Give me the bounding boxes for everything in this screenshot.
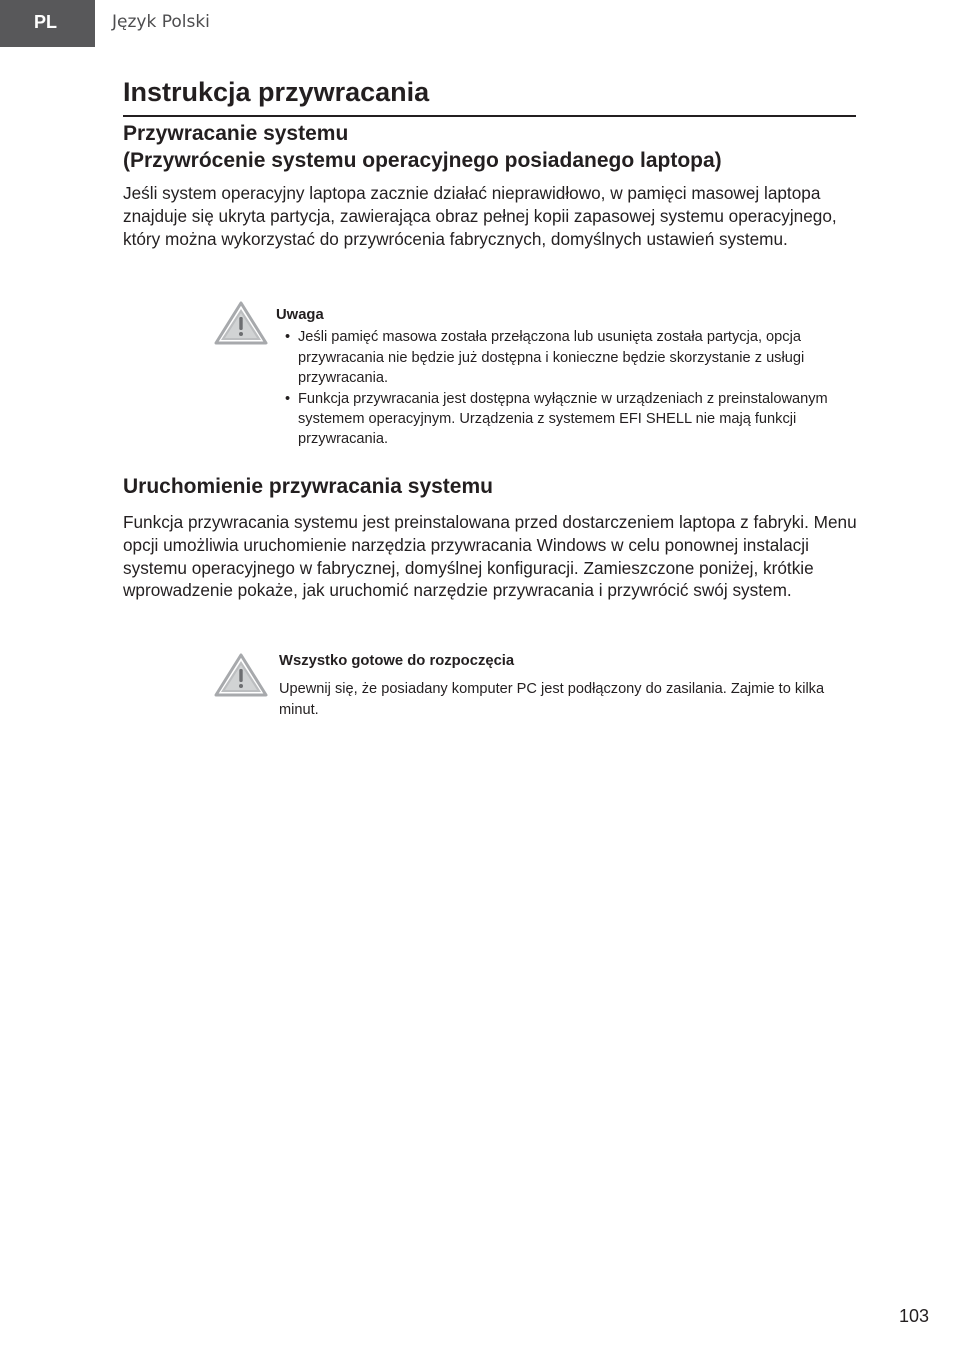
section2-body: Funkcja przywracania systemu jest preinstalowana przed dostarczeniem laptopa z fabryki. Menu opcji umożliwia uruchomienie narzędzia przywracania Windows w celu ponownej instalacji systemu operacyjnego w fabrycznej, domyślnej konfiguracji. Zamieszczone poniżej, krótkie wprowadzenie pokaże, jak uruchomić narzędzie przywracania i przywrócić swój system. xyxy=(123,512,857,601)
page-title: Instrukcja przywracania xyxy=(123,77,430,107)
note-title: Wszystko gotowe do rozpoczęcia xyxy=(279,653,515,669)
section1-body: Jeśli system operacyjny laptopa zacznie działać nieprawidłowo, w pamięci masowej laptopa znajduje się ukryta partycja, zawierająca obraz pełnej kopii zapasowej systemu operacyjnego, który można wykorzystać do przywrócenia fabrycznych, domyślnych ustawień systemu. xyxy=(123,183,837,249)
warning-triangle-icon xyxy=(214,652,268,698)
note-item-text: Jeśli pamięć masowa została przełączona lub usunięta została partycja, opcja przywracania nie będzie już dostępna i konieczne będzie skorzystanie z usługi przywracania. xyxy=(298,329,805,387)
language-name: Język Polski xyxy=(112,12,210,32)
page-number: 103 xyxy=(898,1306,929,1326)
section-title-line1: Przywracanie systemu xyxy=(123,122,349,145)
section-title-line2: (Przywrócenie systemu operacyjnego posiadanego laptopa) xyxy=(123,149,722,172)
section-title-start-restore: Uruchomienie przywracania systemu xyxy=(123,475,493,498)
section-title-system-restore xyxy=(123,120,722,174)
note-content xyxy=(276,300,854,450)
bullet-icon: • xyxy=(285,329,291,346)
language-badge xyxy=(0,0,95,47)
note-content xyxy=(279,650,857,720)
note-title: Uwaga xyxy=(276,307,324,323)
bullet-icon: • xyxy=(285,390,291,407)
title-divider xyxy=(123,115,856,117)
warning-triangle-icon xyxy=(214,300,268,346)
note-list xyxy=(276,327,854,449)
language-code: PL xyxy=(33,12,57,32)
list-item xyxy=(276,389,854,450)
list-item xyxy=(276,327,854,388)
note-text: Upewnij się, że posiadany komputer PC jest podłączony do zasilania. Zajmie to kilka minut. xyxy=(279,681,825,718)
note-item-text: Funkcja przywracania jest dostępna wyłącznie w urządzeniach z preinstalowanym systemem operacyjnym. Urządzenia z systemem EFI SHELL nie mają funkcji przywracania. xyxy=(298,390,828,448)
